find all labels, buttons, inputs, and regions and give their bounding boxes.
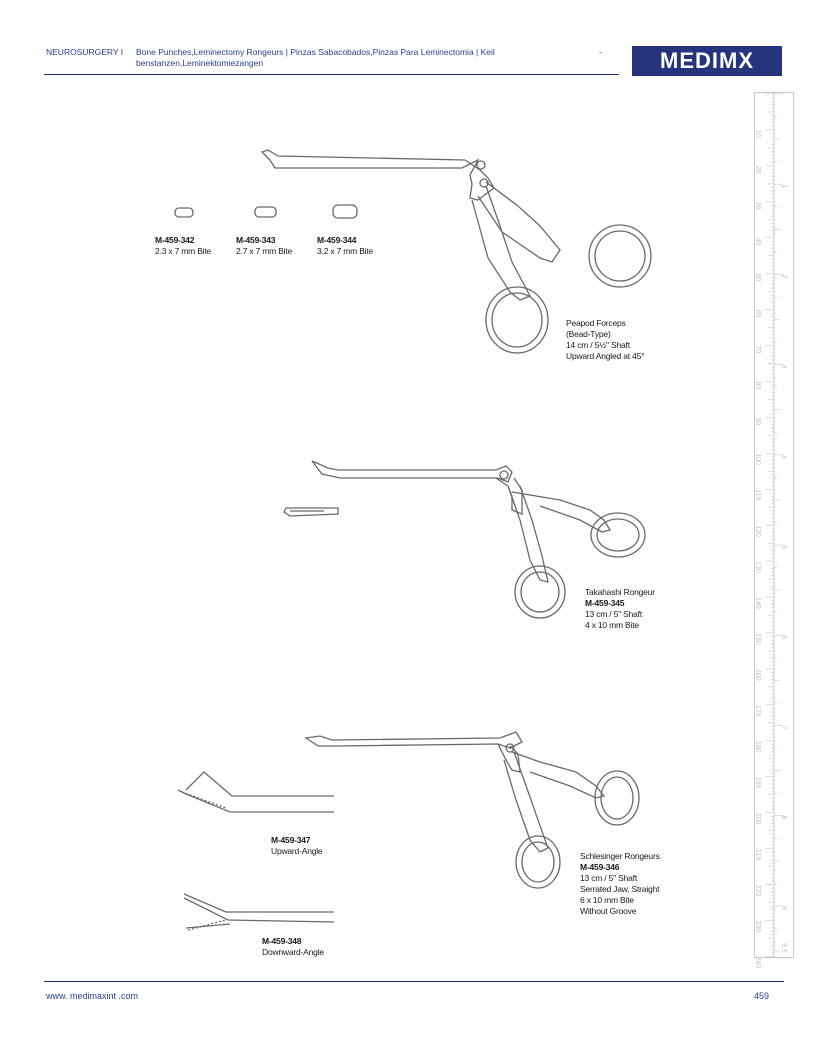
schlesinger-code: M-459-346 — [580, 862, 620, 872]
takahashi-bite: 4 x 10 mm Bite — [585, 620, 639, 630]
peapod-shaft: 14 cm / 5½" Shaft — [566, 340, 630, 350]
ruler-cm-label: 240 — [754, 956, 761, 969]
schlesinger-rongeur-illustration — [178, 732, 639, 930]
ruler-inch-label: 3 — [780, 364, 787, 369]
takahashi-code: M-459-345 — [585, 598, 625, 608]
section-label: NEUROSURGERY I — [46, 47, 124, 57]
peapod-name: Peapod Forceps — [566, 318, 626, 328]
schlesinger-name: Schlesinger Rongeurs — [580, 851, 660, 861]
ruler-inch-label: 9 — [780, 905, 787, 910]
takahashi-name: Takahashi Rongeur — [585, 587, 655, 597]
ruler-inch-label: 8 — [780, 815, 787, 820]
ruler-cm-label: 230 — [754, 920, 761, 933]
ruler-cm-label: 220 — [754, 884, 761, 897]
bite-desc-344: 3.2 x 7 mm Bite — [317, 246, 374, 256]
ruler-cm-label: 160 — [754, 668, 761, 681]
footer-url: www. medimaxint .com — [46, 991, 139, 1001]
footer-divider — [44, 981, 784, 982]
ruler-cm-label: 20 — [754, 165, 761, 174]
bite-code-343: M-459-343 — [236, 235, 276, 245]
peapod-type: (Bead-Type) — [566, 329, 611, 339]
ruler-inch-label: 9.5 — [780, 942, 787, 953]
ruler-inch-label: 2 — [780, 274, 787, 279]
ruler-cm-label: 40 — [754, 237, 761, 246]
variant-code-347: M-459-347 — [271, 835, 311, 845]
schlesinger-bite: 6 x 10 mm Bite — [580, 895, 634, 905]
bite-code-342: M-459-342 — [155, 235, 195, 245]
ruler-inch-label: 1 — [780, 184, 787, 189]
ruler-cm-label: 30 — [754, 201, 761, 210]
ruler-inch-label: 6 — [780, 635, 787, 640]
ruler-cm-label: 60 — [754, 309, 761, 318]
ruler-inch-label: 7 — [780, 725, 787, 730]
variant-desc-348: Downward-Angle — [262, 947, 324, 957]
ruler-inch-label: 4 — [780, 454, 787, 459]
brand-logo: MEDIMX — [632, 46, 782, 76]
ruler-cm-label: 190 — [754, 776, 761, 789]
ruler-cm-label: 10 — [754, 129, 761, 138]
bite-code-344: M-459-344 — [317, 235, 357, 245]
ruler-cm-label: 200 — [754, 812, 761, 825]
ruler-cm-label: 50 — [754, 273, 761, 282]
ruler-cm-label: 80 — [754, 381, 761, 390]
ruler-cm-label: 170 — [754, 704, 761, 717]
schlesinger-groove: Without Groove — [580, 906, 637, 916]
title-dash: - — [599, 47, 602, 57]
ruler-cm-label: 70 — [754, 345, 761, 354]
ruler-inch-label: 5 — [780, 545, 787, 549]
ruler-cm-label: 100 — [754, 453, 761, 466]
page-title: Bone Punches,Leminectomy Rongeurs | Pinzas Sabacobados,Pinzas Para Leminectomia | Keil benstanzen,Leminektomiezangen — [136, 47, 495, 68]
ruler-cm-label: 110 — [754, 489, 761, 501]
ruler-cm-label: 180 — [754, 740, 761, 753]
peapod-angle: Upward Angled at 45° — [566, 351, 645, 361]
ruler-cm-label: 150 — [754, 633, 761, 645]
schlesinger-shaft: 13 cm / 5" Shaft — [580, 873, 637, 883]
ruler-cm-label: 120 — [754, 525, 761, 537]
ruler-cm-label: 210 — [754, 848, 761, 861]
schlesinger-jaw: Serrated Jaw, Straight — [580, 884, 660, 894]
ruler-cm-label: 90 — [754, 417, 761, 426]
page-number: 459 — [754, 991, 770, 1001]
bite-desc-343: 2.7 x 7 mm Bite — [236, 246, 293, 256]
ruler-cm-label: 130 — [754, 561, 761, 573]
bite-desc-342: 2.3 x 7 mm Bite — [155, 246, 212, 256]
takahashi-shaft: 13 cm / 5" Shaft — [585, 609, 642, 619]
variant-desc-347: Upward-Angle — [271, 846, 323, 856]
ruler-cm-label: 140 — [754, 597, 761, 609]
variant-code-348: M-459-348 — [262, 936, 302, 946]
